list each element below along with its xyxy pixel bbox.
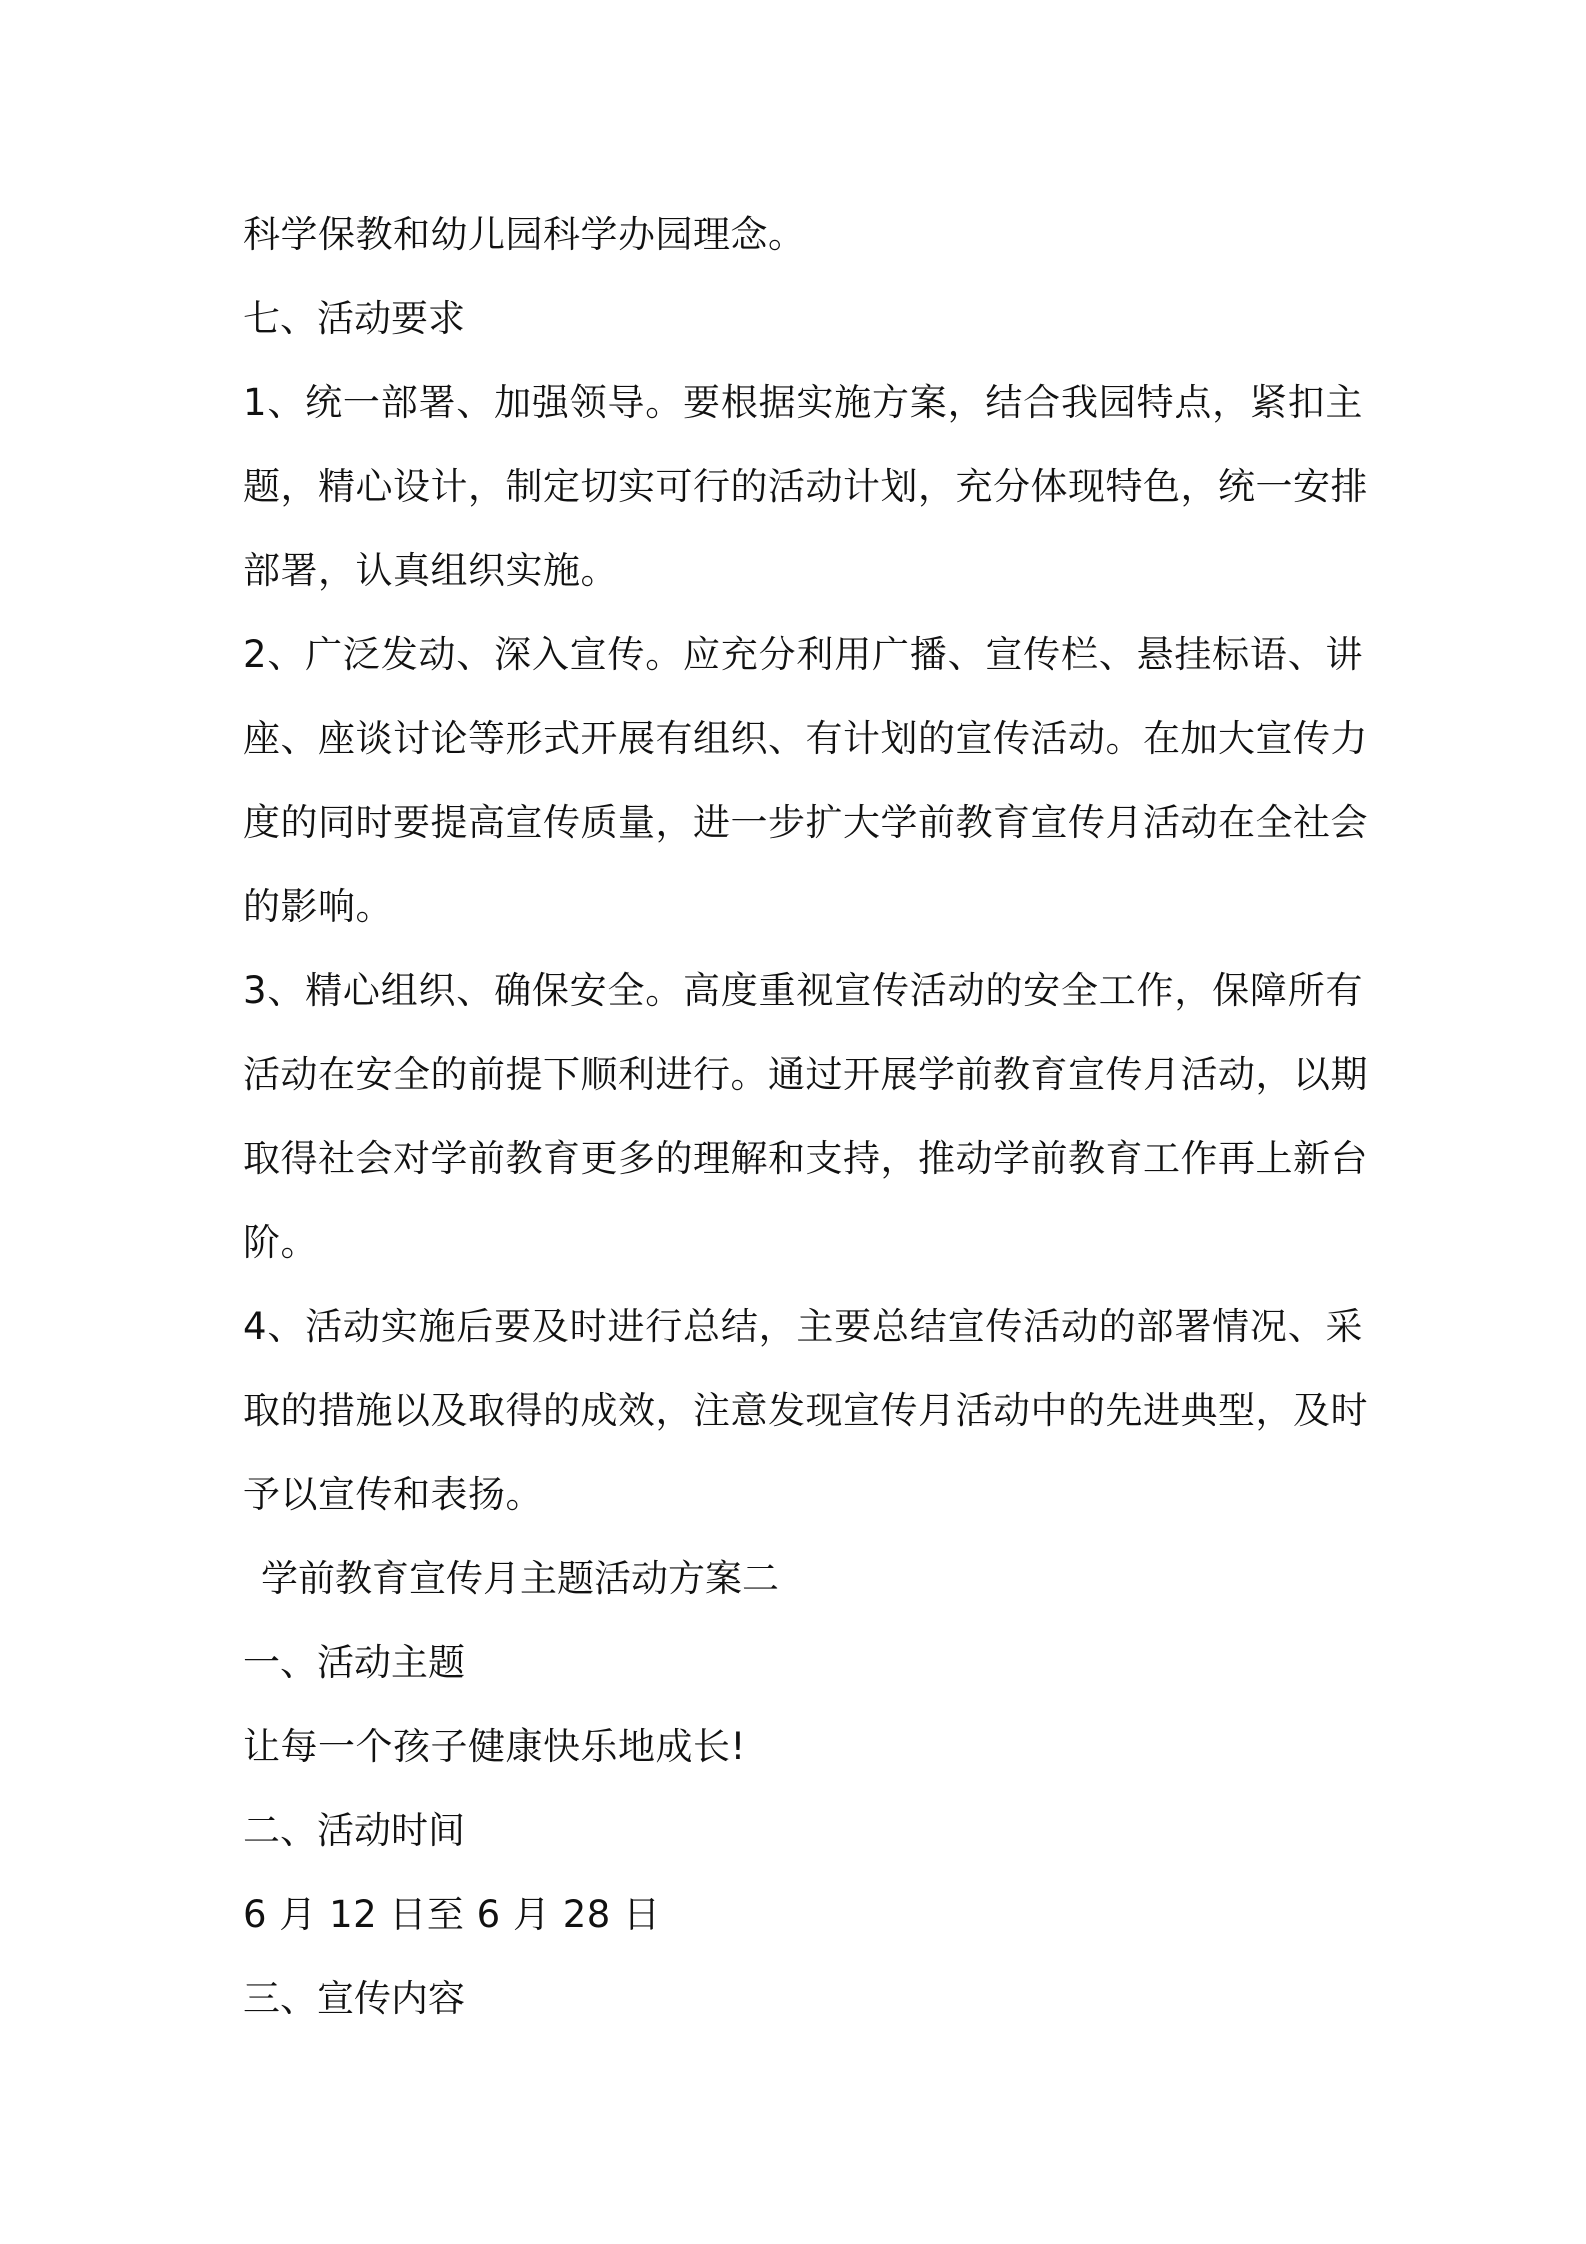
requirement-paragraph-2 <box>243 613 1368 949</box>
paragraph-line: 的影响。 <box>243 885 393 928</box>
paragraph-line: 活动在安全的前提下顺利进行。通过开展学前教育宣传月活动，以期 <box>243 1053 1368 1096</box>
section-heading-time: 二、活动时间 <box>243 1809 465 1852</box>
paragraph-line: 4、活动实施后要及时进行总结，主要总结宣传活动的部署情况、采 <box>243 1305 1363 1348</box>
plan-two-title: 学前教育宣传月主题活动方案二 <box>261 1557 779 1600</box>
paragraph-line: 度的同时要提高宣传质量，进一步扩大学前教育宣传月活动在全社会 <box>243 801 1368 844</box>
requirement-paragraph-4 <box>243 1285 1368 1537</box>
document-body <box>243 193 1368 2041</box>
paragraph-line: 部署，认真组织实施。 <box>243 549 618 592</box>
continuation-text: 科学保教和幼儿园科学办园理念。 <box>243 213 806 256</box>
paragraph-line: 取得社会对学前教育更多的理解和支持，推动学前教育工作再上新台 <box>243 1137 1368 1180</box>
paragraph-line: 2、广泛发动、深入宣传。应充分利用广播、宣传栏、悬挂标语、讲 <box>243 633 1363 676</box>
paragraph-line: 座、座谈讨论等形式开展有组织、有计划的宣传活动。在加大宣传力 <box>243 717 1368 760</box>
section-heading-content: 三、宣传内容 <box>243 1977 465 2020</box>
paragraph-line: 题，精心设计，制定切实可行的活动计划，充分体现特色，统一安排 <box>243 465 1368 508</box>
section-heading-theme: 一、活动主题 <box>243 1641 465 1684</box>
paragraph-line: 3、精心组织、确保安全。高度重视宣传活动的安全工作，保障所有 <box>243 969 1363 1012</box>
time-text: 6 月 12 日至 6 月 28 日 <box>243 1893 661 1936</box>
requirement-paragraph-3 <box>243 949 1368 1285</box>
paragraph-line: 1、统一部署、加强领导。要根据实施方案，结合我园特点，紧扣主 <box>243 381 1363 424</box>
requirement-paragraph-1 <box>243 361 1368 613</box>
section-heading-requirements: 七、活动要求 <box>243 297 465 340</box>
paragraph-line: 予以宣传和表扬。 <box>243 1473 543 1516</box>
paragraph-line: 取的措施以及取得的成效，注意发现宣传月活动中的先进典型，及时 <box>243 1389 1368 1432</box>
paragraph-line: 阶。 <box>243 1221 318 1264</box>
theme-text: 让每一个孩子健康快乐地成长! <box>243 1725 746 1768</box>
